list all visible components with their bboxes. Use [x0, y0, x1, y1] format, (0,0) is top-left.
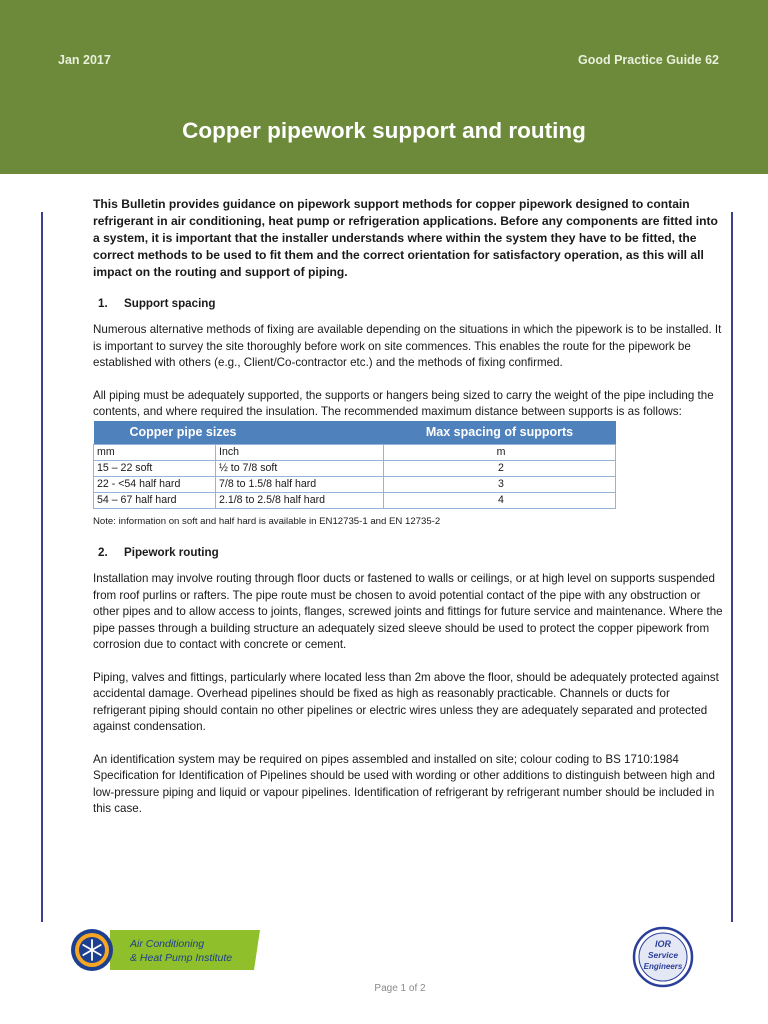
table-row [94, 476, 616, 492]
header-guide-number: Good Practice Guide 62 [577, 53, 719, 67]
achpi-logo-line2: & Heat Pump Institute [130, 952, 233, 964]
table-cell-m: 3 [384, 476, 616, 492]
table-header-pipe-sizes: Copper pipe sizes [94, 421, 384, 445]
section-heading-pipework-routing [93, 546, 723, 559]
support-spacing-paragraph-1: Numerous alternative methods of fixing are available depending on the situations in which the pipework is to be installed. It is important to survey the site thoroughly before work on site commences. This enables the route for the pipework be established with others (e.g., Client/Co-contractor etc.) and the methods of fixing confirmed. [93, 323, 722, 369]
table-cell-m: 4 [384, 492, 616, 508]
table-cell-mm: 15 – 22 soft [94, 460, 216, 476]
table-note: Note: information on soft and half hard is available in EN12735-1 and EN 12735-2 [93, 515, 441, 527]
intro-paragraph: This Bulletin provides guidance on pipework support methods for copper pipework designed to contain refrigerant in air conditioning, heat pump or refrigeration applications. Before any components are fitted into a system, it is important that the installer understands where within the system they have to be fitted, the correct methods to be used to fit them and the correct orientation for satisfactory operation, as this will all impact on the routing and support of piping. [93, 197, 718, 279]
support-spacing-table [93, 421, 616, 509]
section-number: 1. [98, 297, 108, 310]
achpi-logo-line1: Air Conditioning [130, 938, 205, 950]
page-title: Copper pipework support and routing [182, 118, 586, 143]
support-spacing-paragraph-2: All piping must be adequately supported, the supports or hangers being sized to carry the weight of the pipe including the contents, and where required the insulation. The recommended maximum distance between supports is as follows: [93, 388, 714, 418]
section-number: 2. [98, 546, 108, 559]
section-heading-support-spacing [93, 297, 723, 310]
table-cell-inch: 7/8 to 1.5/8 half hard [216, 476, 384, 492]
table-subheader-mm: mm [94, 444, 216, 460]
section-title: Pipework routing [124, 546, 219, 559]
left-margin-rule [41, 212, 43, 922]
pipework-routing-paragraph-1: Installation may involve routing through floor ducts or fastened to walls or ceilings, or at high level on supports suspended from roof purlins or rafters. The pipe route must be chosen to avoid potential contact of the pipe with any obstruction or other pipes and to allow access to joints, flanges, screwed joints and fittings for future service and maintenance. Where the pipe passes through a building structure an adequately sized sleeve should be used to protect the copper pipework from corrosion due to contact with concrete or cement. [93, 572, 723, 651]
table-row [94, 460, 616, 476]
header-banner [0, 0, 768, 174]
ior-logo-line1: IOR [654, 939, 672, 949]
achpi-logo [70, 928, 260, 977]
right-margin-rule [731, 212, 733, 922]
page-number: Page 1 of 2 [374, 983, 426, 994]
table-cell-m: 2 [384, 460, 616, 476]
section-title: Support spacing [124, 297, 216, 310]
header-date: Jan 2017 [58, 53, 111, 67]
table-cell-inch: 2.1/8 to 2.5/8 half hard [216, 492, 384, 508]
table-subheader-m: m [384, 444, 616, 460]
ior-logo-line3: Engineers [643, 962, 683, 971]
table-header-max-spacing: Max spacing of supports [384, 421, 616, 445]
pipework-routing-paragraph-3: An identification system may be required on pipes assembled and installed on site; colour coding to BS 1710:1984 Specification for Identification of Pipelines should be used with wording or other additions to distinguish between high and low-pressure piping and liquid or vapour pipelines. Identification of refrigerant by refrigerant number should be included in this case. [93, 752, 715, 815]
document-body [93, 196, 723, 818]
ior-logo-line2: Service [647, 950, 679, 960]
pipework-routing-paragraph-2: Piping, valves and fittings, particularly where located less than 2m above the floor, should be adequately protected against accidental damage. Overhead pipelines should be fixed as high as reasonably practicable. Channels or ducts for refrigerant piping should contain no other pipelines or electric wires unless they are adequately separated and protected against condensation. [93, 670, 719, 733]
table-subheader-inch: Inch [216, 444, 384, 460]
ior-logo-graphic [632, 926, 694, 988]
table-row [94, 492, 616, 508]
table-cell-mm: 22 - <54 half hard [94, 476, 216, 492]
table-cell-inch: ½ to 7/8 soft [216, 460, 384, 476]
achpi-logo-graphic [70, 928, 260, 972]
table-cell-mm: 54 – 67 half hard [94, 492, 216, 508]
